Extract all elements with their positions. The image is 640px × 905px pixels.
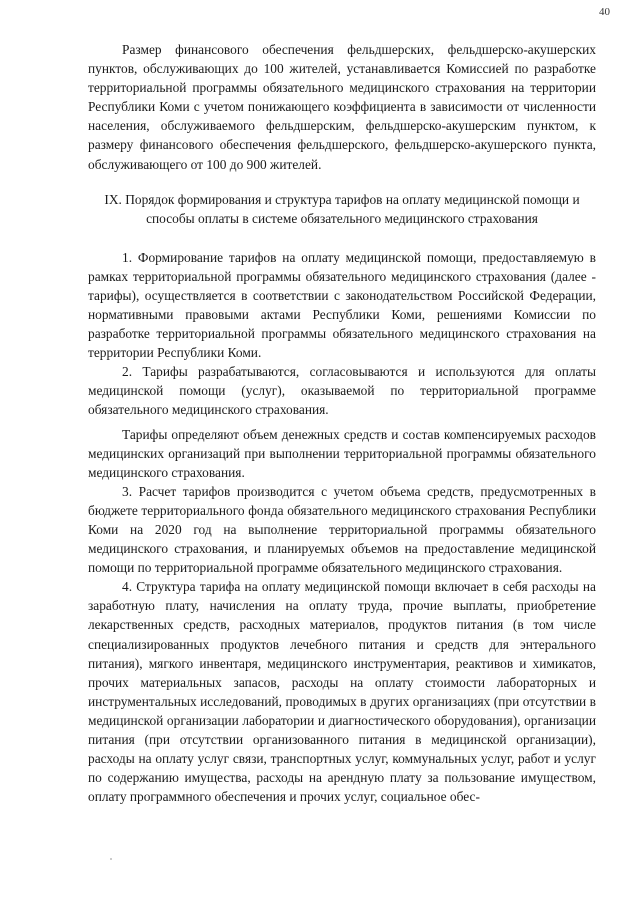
document-body [88,40,596,806]
page-number: 40 [599,6,610,18]
scan-artifact [110,858,112,860]
section-title: IX. Порядок формирования и структура тарифов на оплату медицинской помощи и способы оплаты в системе обязательного медицинского страхования [104,191,580,226]
paragraph-intro: Размер финансового обеспечения фельдшерских, фельдшерско-акушерских пунктов, обслуживающих до 100 жителей, устанавливается Комиссией по разработке территориальной программы обязательного медицинского страхования на территории Республики Коми с учетом понижающего коэффициента в зависимости от численности населения, обслуживаемого фельдшерским, фельдшерско-акушерским пунктом, к размеру финансового обеспечения фельдшерского, фельдшерско-акушерского пункта, обслуживающего от 100 до 900 жителей. [88,42,596,172]
paragraph-1: 1. Формирование тарифов на оплату медицинской помощи, предоставляемую в рамках территориальной программы обязательного медицинского страхования (далее - тарифы), осуществляется в соответствии с законодательством Российской Федерации, нормативными правовыми актами Республики Коми, решениями Комиссии по разработке территориальной программы обязательного медицинского страхования на территории Республики Коми. [88,249,596,361]
paragraph-2b: Тарифы определяют объем денежных средств и состав компенсируемых расходов медицинских организаций при выполнении территориальной программы обязательного медицинского страхования. [88,426,596,480]
paragraph-3: 3. Расчет тарифов производится с учетом объема средств, предусмотренных в бюджете территориального фонда обязательного медицинского страхования Республики Коми на 2020 год на выполнение территориальной программы обязательного медицинского страхования, и планируемых объемов на предоставление медицинской помощи по территориальной программе обязательного медицинского страхования. [88,483,596,576]
paragraph-4: 4. Структура тарифа на оплату медицинской помощи включает в себя расходы на заработную плату, начисления на оплату труда, прочие выплаты, приобретение лекарственных средств, расходных материалов, продуктов питания (в том числе специализированных продуктов лечебного питания и средств для энтерального питания), мягкого инвентаря, медицинского инструментария, реактивов и химикатов, прочих материальных запасов, расходы на оплату стоимости лабораторных и инструментальных исследований, проводимых в других организациях (при отсутствии в медицинской организации лаборатории и диагностического оборудования), организации питания (при отсутствии организованного питания в медицинской организации), расходы на оплату услуг связи, транспортных услуг, коммунальных услуг, работ и услуг по содержанию имущества, расходы на арендную плату за пользование имуществом, оплату программного обеспечения и прочих услуг, социальное обес- [88,579,596,805]
paragraph-2: 2. Тарифы разрабатываются, согласовываются и используются для оплаты медицинской помощи (услуг), оказываемой по территориальной программе обязательного медицинского страхования. [88,364,596,418]
